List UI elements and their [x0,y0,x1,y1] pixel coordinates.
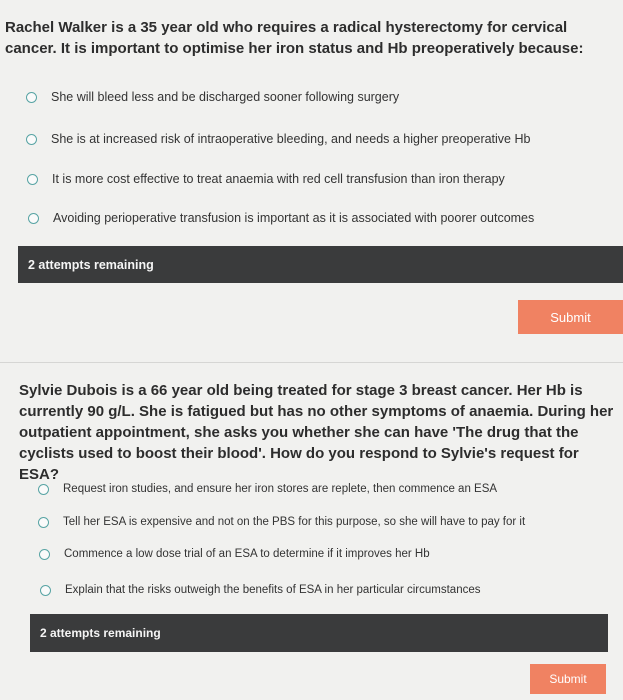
q2-option-2[interactable] [38,516,525,528]
radio-icon[interactable] [27,174,38,185]
q2-option-3[interactable] [39,548,430,560]
q1-option-2[interactable] [26,132,530,146]
q1-option-3[interactable] [27,172,505,186]
option-label: Explain that the risks outweigh the benefits of ESA in her particular circumstances [65,584,481,596]
q2-option-4[interactable] [40,584,481,596]
question-1-text: Rachel Walker is a 35 year old who requires a radical hysterectomy for cervical cancer. It is important to optimise her iron status and Hb preoperatively because: [5,19,584,57]
radio-icon[interactable] [38,517,49,528]
option-label: She will bleed less and be discharged sooner following surgery [51,90,400,104]
option-label: It is more cost effective to treat anaemia with red cell transfusion than iron therapy [52,172,505,186]
option-label: Avoiding perioperative transfusion is important as it is associated with poorer outcomes [53,211,535,225]
radio-icon[interactable] [26,92,37,103]
section-divider [0,362,623,363]
q1-submit-button[interactable]: Submit [518,300,623,334]
q1-attempts-bar [18,246,623,283]
q2-attempts-bar [30,614,608,652]
radio-icon[interactable] [40,585,51,596]
option-label: She is at increased risk of intraoperative bleeding, and needs a higher preoperative Hb [51,132,531,146]
radio-icon[interactable] [38,484,49,495]
option-label: Commence a low dose trial of an ESA to determine if it improves her Hb [64,548,430,560]
q2-submit-button[interactable]: Submit [530,664,606,694]
radio-icon[interactable] [39,549,50,560]
q1-option-1[interactable] [26,90,399,104]
option-label: Tell her ESA is expensive and not on the PBS for this purpose, so she will have to pay for it [63,516,526,528]
q2-option-1[interactable] [38,483,497,495]
attempts-remaining-label: 2 attempts remaining [40,626,161,640]
option-label: Request iron studies, and ensure her iron stores are replete, then commence an ESA [63,483,498,495]
attempts-remaining-label: 2 attempts remaining [28,257,154,272]
q1-option-4[interactable] [28,211,534,225]
radio-icon[interactable] [28,213,39,224]
question-2-text: Sylvie Dubois is a 66 year old being treated for stage 3 breast cancer. Her Hb is currently 90 g/L. She is fatigued but has no other symptoms of anaemia. During her outpatient appointment, she asks you whether she can have 'The drug that the cyclists used to boost their blood'. How do you respond to Sylvie's request for ESA? [19,382,614,483]
radio-icon[interactable] [26,134,37,145]
